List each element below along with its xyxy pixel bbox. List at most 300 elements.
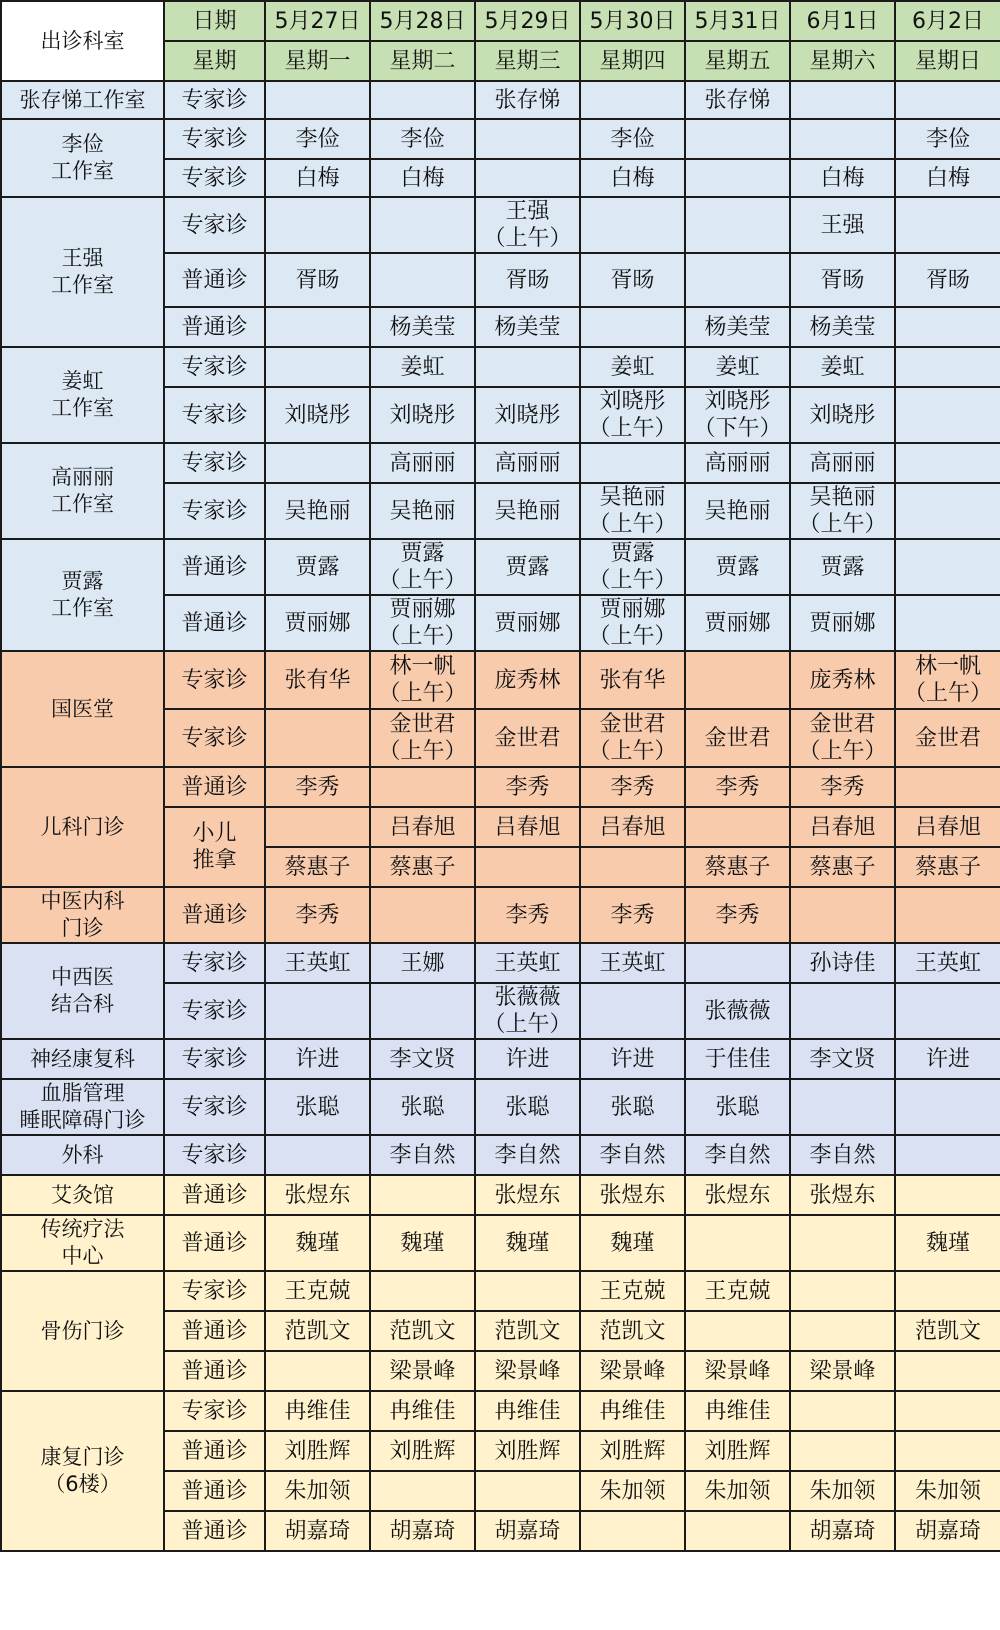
doctor-cell: 杨美莹: [370, 307, 475, 347]
doctor-cell: 吴艳丽: [475, 483, 580, 539]
department-name: 外科: [1, 1135, 164, 1175]
doctor-cell: 贾丽娜 （上午）: [370, 595, 475, 651]
doctor-cell: 张聪: [685, 1079, 790, 1135]
doctor-cell: [790, 983, 895, 1039]
department-name: 艾灸馆: [1, 1175, 164, 1215]
clinic-type: 专家诊: [164, 1271, 265, 1311]
department-name: 高丽丽 工作室: [1, 443, 164, 539]
doctor-cell: 李自然: [475, 1135, 580, 1175]
doctor-cell: 王英虹: [475, 943, 580, 983]
clinic-type: 普通诊: [164, 1351, 265, 1391]
clinic-type: 专家诊: [164, 1135, 265, 1175]
doctor-cell: 魏瑾: [265, 1215, 370, 1271]
doctor-cell: [265, 1135, 370, 1175]
doctor-cell: 贾丽娜: [790, 595, 895, 651]
doctor-cell: 高丽丽: [685, 443, 790, 483]
clinic-type: 专家诊: [164, 81, 265, 119]
doctor-cell: [685, 651, 790, 709]
clinic-type: 普通诊: [164, 539, 265, 595]
weekday-header: 星期五: [685, 41, 790, 81]
clinic-type: 小儿 推拿: [164, 807, 265, 887]
doctor-cell: 王英虹: [895, 943, 1000, 983]
weekday-label: 星期: [164, 41, 265, 81]
doctor-cell: 李秀: [475, 767, 580, 807]
schedule-body: [1, 1, 1000, 1551]
doctor-cell: 孙诗佳: [790, 943, 895, 983]
doctor-cell: 范凯文: [265, 1311, 370, 1351]
department-name: 儿科门诊: [1, 767, 164, 887]
doctor-cell: 朱加领: [685, 1471, 790, 1511]
doctor-cell: [685, 1511, 790, 1551]
doctor-cell: 胡嘉琦: [475, 1511, 580, 1551]
date-header: 6月2日: [895, 1, 1000, 41]
department-name: 骨伤门诊: [1, 1271, 164, 1391]
schedule-row: [1, 347, 1000, 387]
doctor-cell: 王英虹: [580, 943, 685, 983]
doctor-cell: [265, 81, 370, 119]
department-name: 康复门诊 （6楼）: [1, 1391, 164, 1551]
doctor-cell: 刘晓彤: [265, 387, 370, 443]
header-date-row: [1, 1, 1000, 41]
doctor-cell: [265, 197, 370, 253]
doctor-cell: 李秀: [685, 887, 790, 943]
doctor-cell: [685, 1215, 790, 1271]
clinic-type: 专家诊: [164, 943, 265, 983]
doctor-cell: [790, 1311, 895, 1351]
doctor-cell: 张薇薇 （上午）: [475, 983, 580, 1039]
doctor-cell: [370, 81, 475, 119]
doctor-cell: 刘晓彤: [475, 387, 580, 443]
clinic-type: 普通诊: [164, 307, 265, 347]
doctor-cell: [685, 807, 790, 847]
doctor-cell: 蔡惠子: [790, 847, 895, 887]
doctor-cell: 魏瑾: [370, 1215, 475, 1271]
clinic-type: 普通诊: [164, 595, 265, 651]
clinic-type: 普通诊: [164, 887, 265, 943]
doctor-cell: 张薇薇: [685, 983, 790, 1039]
doctor-cell: [895, 767, 1000, 807]
department-name: 王强 工作室: [1, 197, 164, 347]
clinic-type: 专家诊: [164, 1039, 265, 1079]
doctor-cell: 贾露 （上午）: [580, 539, 685, 595]
doctor-cell: [265, 807, 370, 847]
doctor-cell: [790, 1431, 895, 1471]
doctor-cell: 李秀: [790, 767, 895, 807]
doctor-cell: 胥旸: [580, 253, 685, 307]
doctor-cell: 张聪: [265, 1079, 370, 1135]
doctor-cell: 梁景峰: [580, 1351, 685, 1391]
doctor-cell: [685, 253, 790, 307]
doctor-cell: 姜虹: [370, 347, 475, 387]
doctor-cell: 张聪: [370, 1079, 475, 1135]
doctor-cell: 梁景峰: [685, 1351, 790, 1391]
schedule-row: [1, 651, 1000, 709]
doctor-cell: [790, 119, 895, 159]
doctor-cell: [370, 253, 475, 307]
date-label: 日期: [164, 1, 265, 41]
doctor-cell: 冉维佳: [580, 1391, 685, 1431]
doctor-cell: [580, 197, 685, 253]
doctor-cell: [370, 887, 475, 943]
doctor-cell: 金世君: [475, 709, 580, 767]
doctor-cell: 蔡惠子: [265, 847, 370, 887]
doctor-cell: 范凯文: [580, 1311, 685, 1351]
doctor-cell: 王英虹: [265, 943, 370, 983]
doctor-cell: [895, 1175, 1000, 1215]
doctor-cell: 金世君: [685, 709, 790, 767]
doctor-cell: 贾丽娜: [265, 595, 370, 651]
doctor-cell: 金世君 （上午）: [790, 709, 895, 767]
corner-header: 出诊科室: [1, 1, 164, 81]
doctor-cell: 李文贤: [790, 1039, 895, 1079]
doctor-cell: 李自然: [685, 1135, 790, 1175]
doctor-cell: 吴艳丽: [370, 483, 475, 539]
doctor-cell: [895, 483, 1000, 539]
doctor-cell: [580, 81, 685, 119]
doctor-cell: 高丽丽: [475, 443, 580, 483]
doctor-cell: [475, 119, 580, 159]
doctor-cell: [895, 887, 1000, 943]
department-name: 姜虹 工作室: [1, 347, 164, 443]
schedule-row: [1, 1079, 1000, 1135]
doctor-cell: 高丽丽: [790, 443, 895, 483]
doctor-cell: 张有华: [580, 651, 685, 709]
doctor-cell: 朱加领: [790, 1471, 895, 1511]
doctor-cell: 姜虹: [685, 347, 790, 387]
doctor-cell: 冉维佳: [685, 1391, 790, 1431]
doctor-cell: [895, 1135, 1000, 1175]
doctor-cell: 刘胜辉: [685, 1431, 790, 1471]
doctor-cell: [685, 1311, 790, 1351]
clinic-type: 专家诊: [164, 983, 265, 1039]
doctor-cell: 胥旸: [265, 253, 370, 307]
doctor-cell: [895, 1351, 1000, 1391]
doctor-cell: 贾露: [790, 539, 895, 595]
doctor-cell: [895, 539, 1000, 595]
doctor-cell: 王娜: [370, 943, 475, 983]
department-name: 贾露 工作室: [1, 539, 164, 651]
doctor-cell: 林一帆 （上午）: [895, 651, 1000, 709]
doctor-cell: 李秀: [580, 887, 685, 943]
doctor-cell: 魏瑾: [580, 1215, 685, 1271]
doctor-cell: [475, 1471, 580, 1511]
doctor-cell: 梁景峰: [370, 1351, 475, 1391]
doctor-cell: 刘胜辉: [580, 1431, 685, 1471]
doctor-cell: [790, 887, 895, 943]
doctor-cell: 吴艳丽: [685, 483, 790, 539]
weekday-header: 星期六: [790, 41, 895, 81]
schedule-row: [1, 1391, 1000, 1431]
doctor-cell: 王克兢: [580, 1271, 685, 1311]
clinic-type: 专家诊: [164, 651, 265, 709]
clinic-type: 专家诊: [164, 1079, 265, 1135]
doctor-cell: 姜虹: [790, 347, 895, 387]
clinic-type: 专家诊: [164, 119, 265, 159]
doctor-cell: 张煜东: [580, 1175, 685, 1215]
doctor-cell: 朱加领: [580, 1471, 685, 1511]
doctor-cell: 蔡惠子: [685, 847, 790, 887]
doctor-cell: [475, 347, 580, 387]
doctor-cell: 吴艳丽 （上午）: [580, 483, 685, 539]
doctor-cell: 蔡惠子: [895, 847, 1000, 887]
doctor-cell: 金世君 （上午）: [370, 709, 475, 767]
weekday-header: 星期四: [580, 41, 685, 81]
doctor-cell: [895, 443, 1000, 483]
doctor-cell: 吴艳丽 （上午）: [790, 483, 895, 539]
doctor-cell: [370, 767, 475, 807]
doctor-cell: 胥旸: [790, 253, 895, 307]
doctor-cell: 高丽丽: [370, 443, 475, 483]
doctor-cell: 贾丽娜: [685, 595, 790, 651]
doctor-cell: 吴艳丽: [265, 483, 370, 539]
clinic-type: 普通诊: [164, 1471, 265, 1511]
doctor-cell: [580, 1511, 685, 1551]
doctor-cell: [790, 1391, 895, 1431]
doctor-cell: [475, 159, 580, 197]
doctor-cell: [895, 1079, 1000, 1135]
doctor-cell: 庞秀林: [475, 651, 580, 709]
doctor-cell: 贾露: [265, 539, 370, 595]
clinic-type: 普通诊: [164, 1311, 265, 1351]
doctor-cell: 吕春旭: [895, 807, 1000, 847]
doctor-cell: [370, 197, 475, 253]
weekday-header: 星期三: [475, 41, 580, 81]
doctor-cell: 冉维佳: [475, 1391, 580, 1431]
doctor-cell: [580, 307, 685, 347]
doctor-cell: 王克兢: [685, 1271, 790, 1311]
doctor-cell: [265, 347, 370, 387]
doctor-cell: 胡嘉琦: [370, 1511, 475, 1551]
doctor-cell: 朱加领: [895, 1471, 1000, 1511]
weekday-header: 星期二: [370, 41, 475, 81]
department-name: 神经康复科: [1, 1039, 164, 1079]
department-name: 血脂管理 睡眠障碍门诊: [1, 1079, 164, 1135]
doctor-cell: 胡嘉琦: [895, 1511, 1000, 1551]
schedule-row: [1, 197, 1000, 253]
doctor-cell: [475, 1271, 580, 1311]
doctor-cell: [895, 1391, 1000, 1431]
doctor-cell: [790, 1271, 895, 1311]
schedule-row: [1, 119, 1000, 159]
doctor-cell: [895, 595, 1000, 651]
doctor-cell: 贾丽娜 （上午）: [580, 595, 685, 651]
doctor-cell: 吕春旭: [475, 807, 580, 847]
doctor-cell: [580, 847, 685, 887]
date-header: 5月31日: [685, 1, 790, 41]
doctor-cell: 梁景峰: [790, 1351, 895, 1391]
schedule-row: [1, 539, 1000, 595]
doctor-cell: [265, 307, 370, 347]
doctor-cell: 李俭: [895, 119, 1000, 159]
doctor-cell: 张煜东: [265, 1175, 370, 1215]
clinic-type: 专家诊: [164, 387, 265, 443]
doctor-cell: [895, 347, 1000, 387]
doctor-cell: [895, 197, 1000, 253]
doctor-cell: 张存悌: [475, 81, 580, 119]
clinic-type: 专家诊: [164, 197, 265, 253]
doctor-cell: [790, 1215, 895, 1271]
weekday-header: 星期日: [895, 41, 1000, 81]
doctor-cell: [580, 443, 685, 483]
doctor-cell: 李秀: [580, 767, 685, 807]
clinic-type: 专家诊: [164, 709, 265, 767]
doctor-cell: [265, 1351, 370, 1391]
date-header: 6月1日: [790, 1, 895, 41]
doctor-cell: [370, 1175, 475, 1215]
schedule-row: [1, 767, 1000, 807]
schedule-row: [1, 1135, 1000, 1175]
doctor-cell: 蔡惠子: [370, 847, 475, 887]
doctor-cell: 范凯文: [475, 1311, 580, 1351]
doctor-cell: 刘胜辉: [475, 1431, 580, 1471]
doctor-cell: 杨美莹: [790, 307, 895, 347]
doctor-cell: 刘胜辉: [370, 1431, 475, 1471]
doctor-cell: 李俭: [265, 119, 370, 159]
doctor-cell: 贾露: [475, 539, 580, 595]
doctor-cell: [790, 81, 895, 119]
doctor-cell: [895, 387, 1000, 443]
doctor-cell: 张煜东: [790, 1175, 895, 1215]
department-name: 中医内科 门诊: [1, 887, 164, 943]
date-header: 5月30日: [580, 1, 685, 41]
department-name: 传统疗法 中心: [1, 1215, 164, 1271]
doctor-cell: 金世君: [895, 709, 1000, 767]
doctor-cell: 白梅: [790, 159, 895, 197]
doctor-cell: 金世君 （上午）: [580, 709, 685, 767]
date-header: 5月28日: [370, 1, 475, 41]
schedule-row: [1, 81, 1000, 119]
department-name: 国医堂: [1, 651, 164, 767]
clinic-type: 专家诊: [164, 1391, 265, 1431]
doctor-cell: 李秀: [265, 887, 370, 943]
doctor-cell: 姜虹: [580, 347, 685, 387]
doctor-cell: [265, 709, 370, 767]
doctor-cell: [685, 159, 790, 197]
doctor-cell: 于佳佳: [685, 1039, 790, 1079]
doctor-cell: [790, 1079, 895, 1135]
doctor-cell: [895, 1271, 1000, 1311]
schedule-row: [1, 443, 1000, 483]
date-header: 5月27日: [265, 1, 370, 41]
schedule-row: [1, 887, 1000, 943]
department-name: 中西医 结合科: [1, 943, 164, 1039]
doctor-cell: 张煜东: [475, 1175, 580, 1215]
doctor-cell: 刘胜辉: [265, 1431, 370, 1471]
doctor-cell: 冉维佳: [370, 1391, 475, 1431]
schedule-row: [1, 943, 1000, 983]
doctor-cell: 梁景峰: [475, 1351, 580, 1391]
doctor-cell: [895, 1431, 1000, 1471]
doctor-cell: [370, 1471, 475, 1511]
doctor-cell: [685, 943, 790, 983]
clinic-type: 普通诊: [164, 1215, 265, 1271]
doctor-cell: 吕春旭: [790, 807, 895, 847]
doctor-cell: 胥旸: [475, 253, 580, 307]
doctor-cell: 白梅: [895, 159, 1000, 197]
clinic-type: 专家诊: [164, 483, 265, 539]
schedule-row: [1, 1175, 1000, 1215]
doctor-cell: 朱加领: [265, 1471, 370, 1511]
doctor-cell: 李自然: [790, 1135, 895, 1175]
doctor-cell: 范凯文: [370, 1311, 475, 1351]
doctor-cell: 李秀: [475, 887, 580, 943]
clinic-type: 专家诊: [164, 159, 265, 197]
doctor-cell: [370, 1271, 475, 1311]
doctor-cell: 白梅: [580, 159, 685, 197]
doctor-cell: 刘晓彤 （下午）: [685, 387, 790, 443]
doctor-cell: [895, 81, 1000, 119]
doctor-cell: 贾丽娜: [475, 595, 580, 651]
doctor-cell: 李秀: [265, 767, 370, 807]
doctor-cell: 王强: [790, 197, 895, 253]
doctor-cell: [895, 983, 1000, 1039]
doctor-cell: 白梅: [265, 159, 370, 197]
doctor-cell: 胡嘉琦: [790, 1511, 895, 1551]
doctor-cell: [685, 197, 790, 253]
weekday-header: 星期一: [265, 41, 370, 81]
doctor-cell: [895, 307, 1000, 347]
doctor-cell: 李自然: [370, 1135, 475, 1175]
doctor-cell: 李秀: [685, 767, 790, 807]
schedule-row: [1, 1271, 1000, 1311]
doctor-cell: 许进: [265, 1039, 370, 1079]
doctor-cell: 林一帆 （上午）: [370, 651, 475, 709]
doctor-cell: 吕春旭: [370, 807, 475, 847]
schedule-row: [1, 1039, 1000, 1079]
doctor-cell: 李自然: [580, 1135, 685, 1175]
doctor-cell: 李文贤: [370, 1039, 475, 1079]
clinic-type: 专家诊: [164, 347, 265, 387]
doctor-cell: 庞秀林: [790, 651, 895, 709]
doctor-cell: 吕春旭: [580, 807, 685, 847]
doctor-cell: 贾露: [685, 539, 790, 595]
doctor-cell: 刘晓彤: [790, 387, 895, 443]
doctor-cell: 冉维佳: [265, 1391, 370, 1431]
doctor-cell: 李俭: [370, 119, 475, 159]
doctor-cell: 胥旸: [895, 253, 1000, 307]
doctor-cell: 白梅: [370, 159, 475, 197]
doctor-cell: 张有华: [265, 651, 370, 709]
doctor-cell: 李俭: [580, 119, 685, 159]
doctor-cell: 贾露 （上午）: [370, 539, 475, 595]
clinic-type: 普通诊: [164, 1431, 265, 1471]
clinic-type: 普通诊: [164, 253, 265, 307]
doctor-cell: 杨美莹: [475, 307, 580, 347]
doctor-cell: 魏瑾: [475, 1215, 580, 1271]
doctor-cell: [265, 983, 370, 1039]
doctor-cell: 魏瑾: [895, 1215, 1000, 1271]
doctor-cell: 许进: [580, 1039, 685, 1079]
clinic-type: 普通诊: [164, 767, 265, 807]
date-header: 5月29日: [475, 1, 580, 41]
clinic-type: 普通诊: [164, 1511, 265, 1551]
doctor-cell: 王克兢: [265, 1271, 370, 1311]
doctor-cell: [580, 983, 685, 1039]
doctor-cell: 张聪: [475, 1079, 580, 1135]
doctor-cell: 杨美莹: [685, 307, 790, 347]
doctor-cell: 刘晓彤 （上午）: [580, 387, 685, 443]
doctor-cell: [370, 983, 475, 1039]
clinic-type: 普通诊: [164, 1175, 265, 1215]
doctor-cell: [475, 847, 580, 887]
doctor-cell: [685, 119, 790, 159]
clinic-type: 专家诊: [164, 443, 265, 483]
department-name: 张存悌工作室: [1, 81, 164, 119]
doctor-cell: 张存悌: [685, 81, 790, 119]
doctor-cell: 范凯文: [895, 1311, 1000, 1351]
department-name: 李俭 工作室: [1, 119, 164, 197]
doctor-cell: 刘晓彤: [370, 387, 475, 443]
